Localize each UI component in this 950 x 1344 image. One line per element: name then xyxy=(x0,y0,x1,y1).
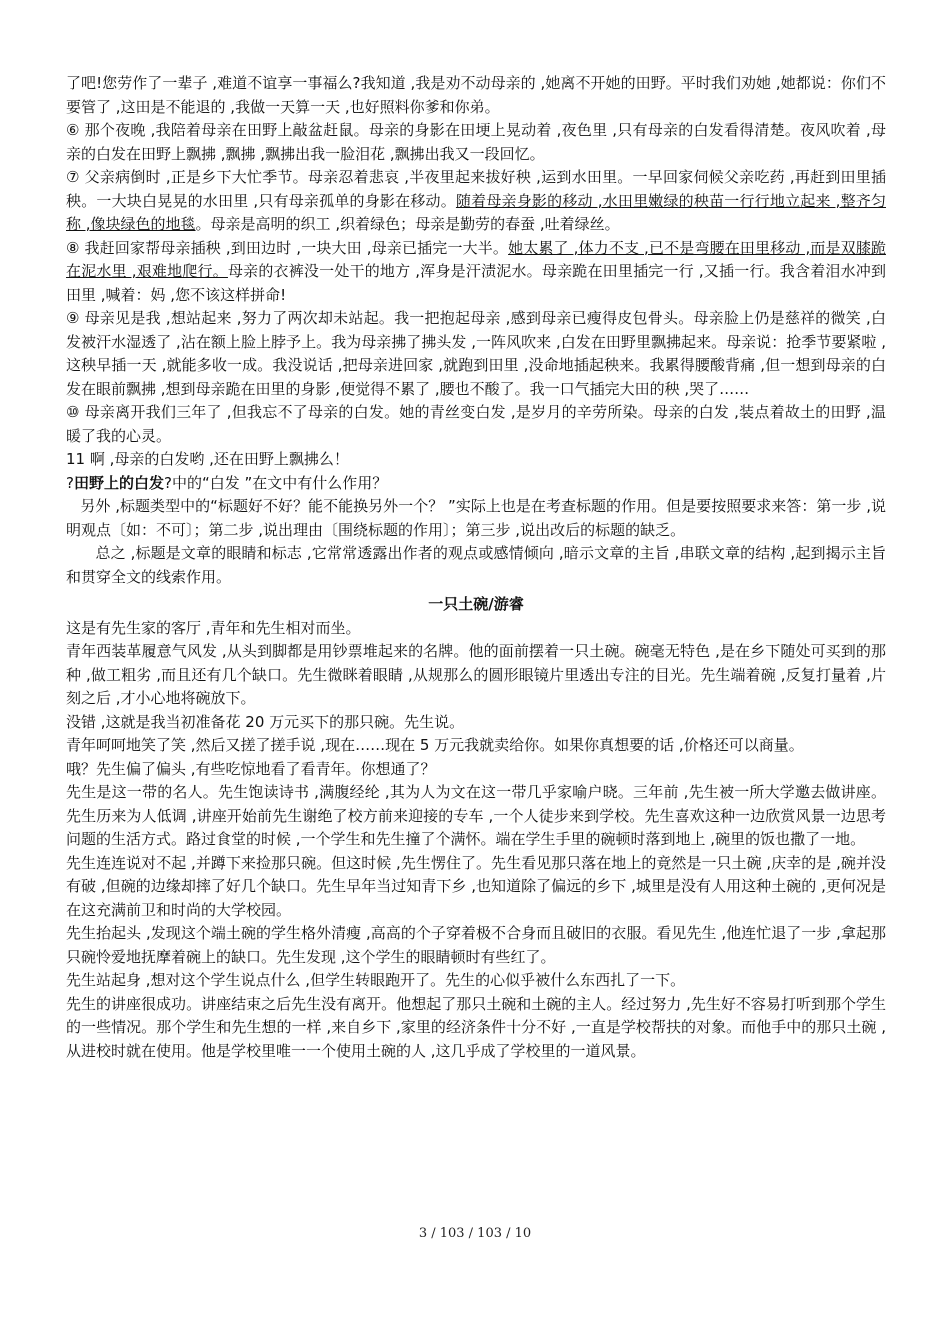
document-body xyxy=(66,72,886,1063)
story-paragraph: 青年西装革履意气风发 ,从头到脚都是用钞票堆起来的名牌。他的面前摆着一只土碗。碗毫无特色 ,是在乡下随处可买到的那种 ,做工粗劣 ,而且还有几个缺口。先生微眯着眼睛 ,从规那么的圆形眼镜片里透出专注的目光。先生端着碗 ,反复打量着 ,片刻之后 ,才小心地将碗放下。 xyxy=(66,642,886,707)
paragraph-8-text-a: ⑧ 我赶回家帮母亲插秧 ,到田边时 ,一块大田 ,母亲已插完一大半。 xyxy=(66,238,509,257)
story-title: 一只土碗/游睿 xyxy=(428,595,524,613)
story-paragraph: 先生抬起头 ,发现这个端土碗的学生格外清瘦 ,高高的个子穿着极不合身而且破旧的衣服。看见先生 ,他连忙退了一步 ,拿起那只碗怜爱地抚摩着碗上的缺口。先生发现 ,这个学生的眼睛顿时有些红了。 xyxy=(66,924,886,966)
note-paragraph-2: 总之 ,标题是文章的眼睛和标志 ,它常常透露出作者的观点或感情倾向 ,暗示文章的主旨 ,串联文章的结构 ,起到揭示主旨和贯穿全文的线索作用。 xyxy=(66,544,887,586)
paragraph-9: ⑨ 母亲见是我 ,想站起来 ,努力了两次却未站起。我一把抱起母亲 ,感到母亲已瘦得皮包骨头。母亲脸上仍是慈祥的微笑 ,白发被汗水湿透了 ,沾在额上脸上脖予上。我为母亲拂了拂头发 ,一阵风吹来 ,白发在田野里飘拂起来。母亲说：抢季节要紧啦 ,这秧早插一天 ,就能多收一成。我没说话 ,把母亲进回家 ,就跑到田里 ,没命地插起秧来。我累得腰酸背痛 ,但一想到母亲的白发在眼前飘拂 ,想到母亲跪在田里的身影 ,便觉得不累了 ,腰也不酸了。我一口气插完大田的秧 ,哭了…… xyxy=(66,309,886,398)
question-text: ?中的“白发 ”在文中有什么作用？ xyxy=(163,473,388,492)
story-paragraph: 青年呵呵地笑了笑 ,然后又搓了搓手说 ,现在……现在 5 万元我就卖给你。如果你真想要的话 ,价格还可以商量。 xyxy=(66,736,804,754)
paragraph-7-text-b: 。母亲是高明的织工 ,织着绿色；母亲是勤劳的春蚕 ,吐着绿丝。 xyxy=(195,215,620,233)
paragraph-8-text-b: 母亲的衣裤没一处干的地方 ,浑身是汗渍泥水。母亲跪在田里插完一行 ,又插一行。我含着泪水冲到田里 ,喊着：妈 ,您不该这样拼命! xyxy=(66,262,886,304)
question-title: 田野上的白发 xyxy=(73,473,164,492)
note-paragraph-1: 另外 ,标题类型中的“标题好不好？能不能换另外一个？ ”实际上也是在考查标题的作用。但是要按照要求来答：第一步 ,说明观点〔如：不可〕；第二步 ,说出理由〔围绕标题的作用〕；第三步 ,说出改后的标题的缺乏。 xyxy=(66,497,886,539)
story-paragraph: 先生连连说对不起 ,并蹲下来捡那只碗。但这时候 ,先生愣住了。先生看见那只落在地上的竟然是一只土碗 ,庆幸的是 ,碗并没有破 ,但碗的边缘却摔了好几个缺口。先生早年当过知青下乡 ,也知道除了偏远的乡下 ,城里是没有人用这种土碗的 ,更何况是在这充满前卫和时尚的大学校园。 xyxy=(66,853,886,919)
page-number: 3 / 103 / 103 / 10 xyxy=(418,1226,532,1241)
question xyxy=(66,472,886,496)
paragraph-11: 11 啊 ,母亲的白发哟 ,还在田野上飘拂么！ xyxy=(66,450,349,468)
paragraph-10: ⑩ 母亲离开我们三年了 ,但我忘不了母亲的白发。她的青丝变白发 ,是岁月的辛劳所染。母亲的白发 ,装点着故土的田野 ,温暖了我的心灵。 xyxy=(66,403,886,445)
paragraph-6: ⑥ 那个夜晚 ,我陪着母亲在田野上敲盆赶鼠。母亲的身影在田埂上晃动着 ,夜色里 ,只有母亲的白发看得清楚。夜风吹着 ,母亲的白发在田野上飘拂 ,飘拂 ,飘拂出我一脸泪花 ,飘拂出我又一段回忆。 xyxy=(66,121,886,163)
story-paragraph: 先生站起身 ,想对这个学生说点什么 ,但学生转眼跑开了。先生的心似乎被什么东西扎了一下。 xyxy=(66,971,686,989)
story-paragraph: 哦？先生偏了偏头 ,有些吃惊地看了看青年。你想通了？ xyxy=(66,759,436,778)
paragraph-8 xyxy=(66,237,886,308)
paragraph-7-underlined: 随着母亲身影的移动 ,水田里嫩绿的秧苗一行行地立起来 ,整齐匀称 ,像块绿色的地毯 xyxy=(66,191,886,233)
paragraph-7-text-a: ⑦ 父亲病倒时 ,正是乡下大忙季节。母亲忍着悲哀 ,半夜里起来拔好秧 ,运到水田里。一早回家伺候父亲吃药 ,再赶到田里插秧。一大块白晃晃的水田里 ,只有母亲孤单的身影在移动。 xyxy=(66,168,886,210)
story-paragraph: 先生是这一带的名人。先生饱读诗书 ,满腹经纶 ,其为人为文在这一带几乎家喻户晓。三年前 ,先生被一所大学邀去做讲座。先生历来为人低调 ,讲座开始前先生谢绝了校方前来迎接的专车 ,一个人徒步来到学校。先生喜欢这种一边欣赏风景一边思考问题的生活方式。路过食堂的时候 ,一个学生和先生撞了个满怀。端在学生手里的碗顿时落到地上 ,碗里的饭也撒了一地。 xyxy=(66,783,886,848)
story-paragraph: 这是有先生家的客厅 ,青年和先生相对而坐。 xyxy=(66,618,361,637)
story-paragraph: 没错 ,这就是我当初准备花 20 万元买下的那只碗。先生说。 xyxy=(66,712,465,731)
story-paragraph: 先生的讲座很成功。讲座结束之后先生没有离开。他想起了那只土碗和土碗的主人。经过努力 ,先生好不容易打听到那个学生的一些情况。那个学生和先生想的一样 ,来自乡下 ,家里的经济条件十分不好 ,一直是学校帮扶的对象。而他手中的那只土碗 ,从进校时就在使用。他是学校里唯一一个使用土碗的人 ,这几乎成了学校里的一道风景。 xyxy=(66,994,886,1060)
paragraph-8-underlined: 她太累了 ,体力不支 ,已不是弯腰在田里移动 ,而是双膝跪在泥水里 ,艰难地爬行。 xyxy=(66,238,886,280)
paragraph-intro: 了吧!您劳作了一辈子 ,难道不谊享一事福么?我知道 ,我是劝不动母亲的 ,她离不开她的田野。平时我们劝她 ,她都说：你们不要管了 ,这田是不能退的 ,我做一天算一天 ,也好照料你爹和你弟。 xyxy=(66,74,886,116)
question-prefix: ? xyxy=(66,473,74,492)
paragraph-7 xyxy=(66,166,886,237)
